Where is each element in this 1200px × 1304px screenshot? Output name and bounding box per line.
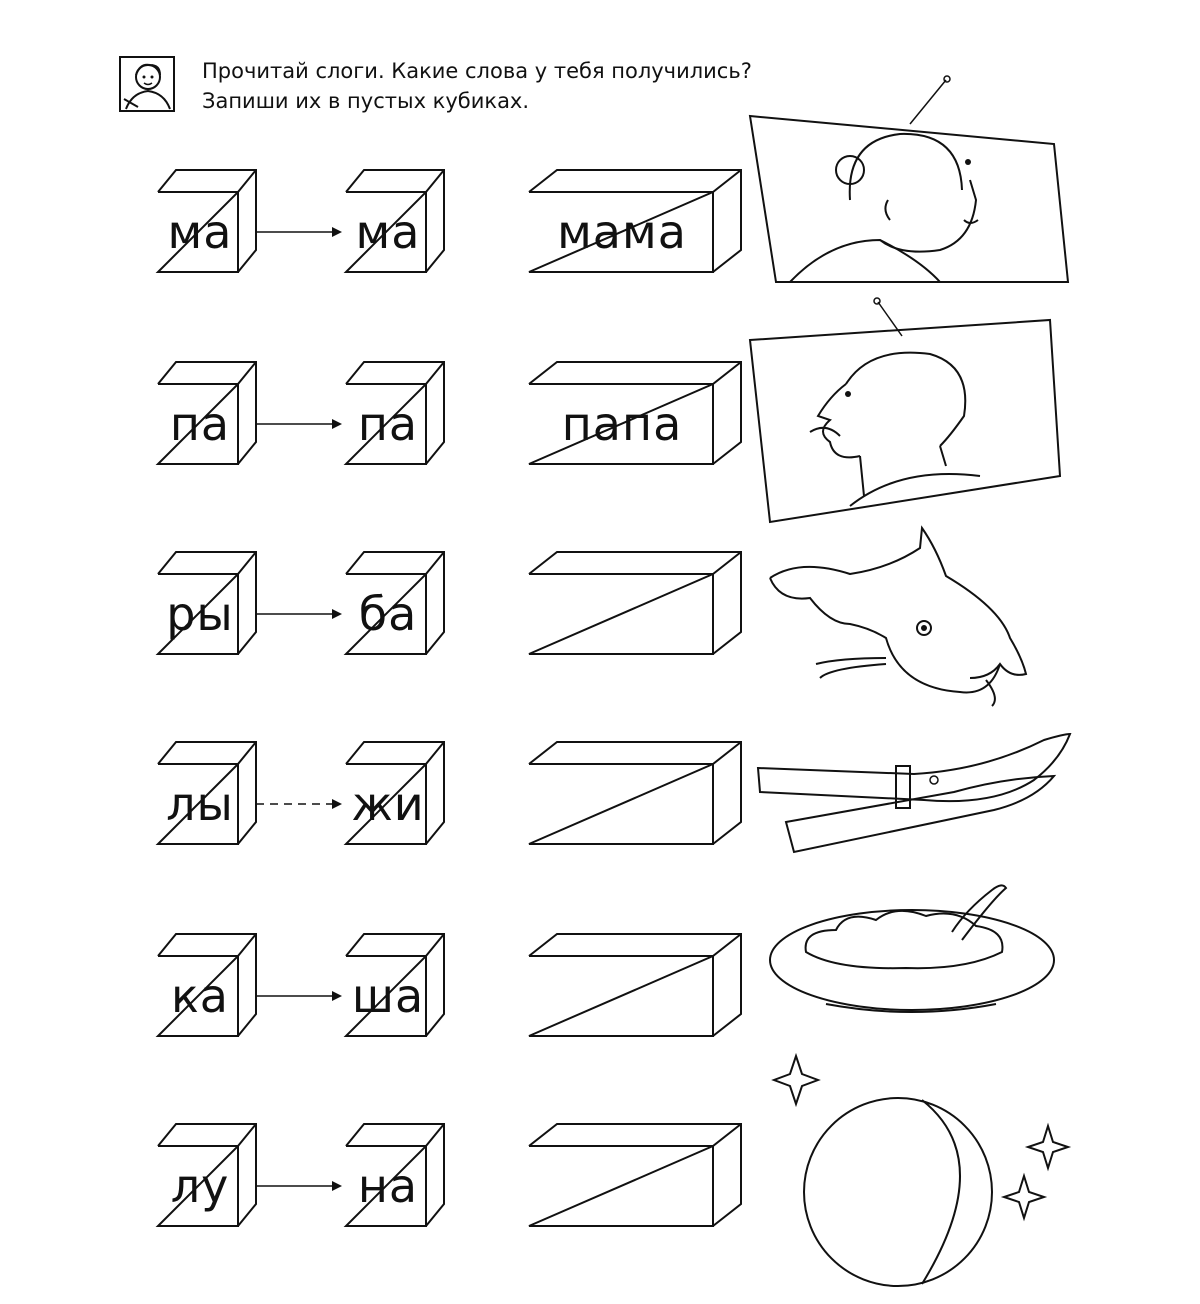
answer-text [529,752,715,844]
answer-text: мама [557,205,687,259]
porridge-bowl-picture [766,880,1066,1020]
syllable-text: ка [171,969,229,1023]
fish-picture [760,528,1060,708]
syllable-text: ры [166,587,234,641]
syllable-text: на [357,1159,419,1213]
arrow-icon [256,604,346,624]
syllable-text: ма [167,205,233,259]
syllable-text: жи [351,777,425,831]
skis-picture [754,730,1074,860]
answer-box[interactable] [529,1134,715,1226]
answer-text: папа [561,397,683,451]
syllable-text: ша [351,969,425,1023]
syllable-text: ма [355,205,421,259]
arrow-icon [256,794,346,814]
mother-portrait-picture [750,70,1070,290]
syllable-text: ба [358,587,418,641]
syllable-cube-1 [158,180,256,272]
answer-box[interactable] [529,752,715,844]
arrow-icon [256,414,346,434]
child-reading-icon [118,55,176,113]
father-portrait-picture [750,296,1070,526]
syllable-text: па [169,397,231,451]
answer-text [529,944,715,1036]
instructions-line-2: Запиши их в пустых кубиках. [202,89,530,113]
answer-box[interactable] [529,180,715,272]
answer-box[interactable] [529,562,715,654]
syllable-cube-2 [346,562,444,654]
arrow-icon [256,1176,346,1196]
moon-with-stars-picture [772,1052,1072,1292]
syllable-text: па [357,397,419,451]
instructions-line-1: Прочитай слоги. Какие слова у тебя получились? [202,59,752,83]
answer-box[interactable] [529,944,715,1036]
arrow-icon [256,222,346,242]
syllable-cube-1 [158,944,256,1036]
syllable-cube-1 [158,1134,256,1226]
syllable-cube-2 [346,372,444,464]
syllable-cube-1 [158,562,256,654]
answer-box[interactable] [529,372,715,464]
syllable-cube-2 [346,752,444,844]
syllable-cube-2 [346,944,444,1036]
syllable-cube-1 [158,372,256,464]
syllable-cube-2 [346,180,444,272]
instructions [202,56,752,116]
answer-text [529,1134,715,1226]
answer-text [529,562,715,654]
arrow-icon [256,986,346,1006]
syllable-text: лу [170,1159,230,1213]
syllable-cube-2 [346,1134,444,1226]
syllable-text: лы [166,777,234,831]
syllable-cube-1 [158,752,256,844]
